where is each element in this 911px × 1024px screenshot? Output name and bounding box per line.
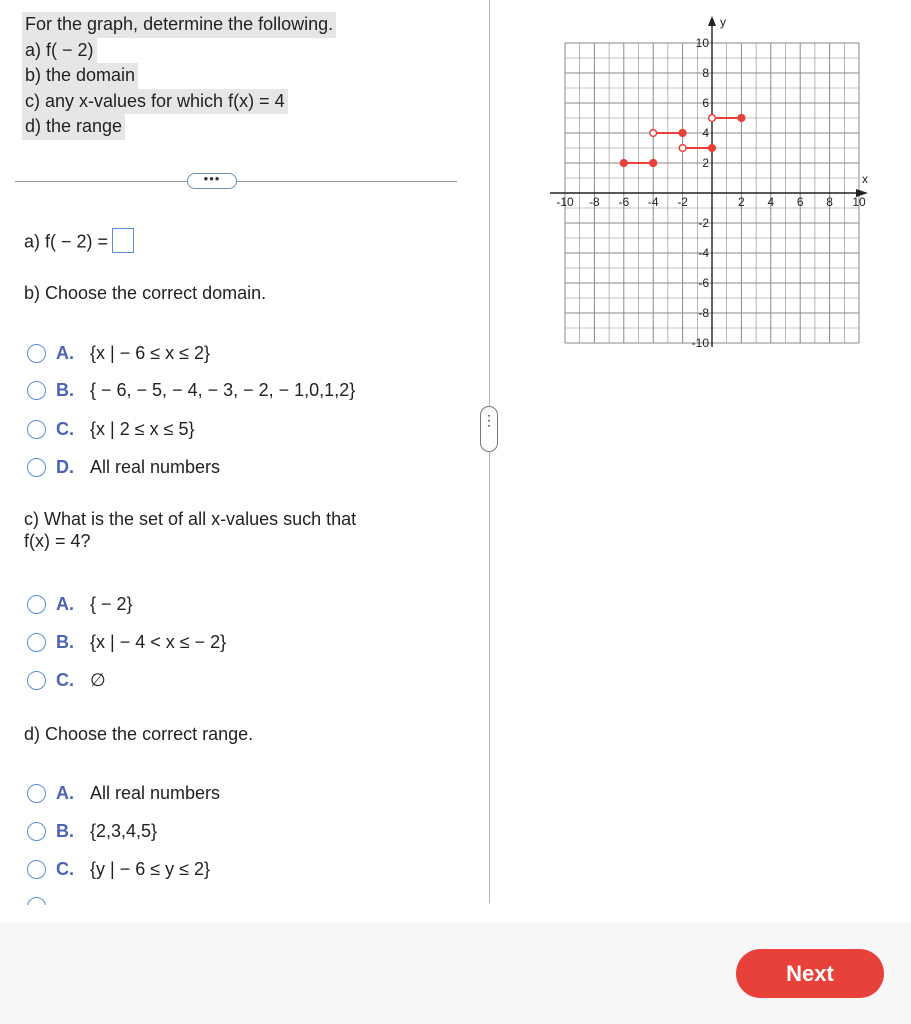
part-b-question: b) Choose the correct domain.: [24, 283, 267, 303]
part-b-option-a[interactable]: [27, 341, 210, 365]
part-d-option-d-partial[interactable]: [27, 894, 56, 905]
y-tick-label: -6: [698, 276, 709, 290]
option-text: { − 6, − 5, − 4, − 3, − 2, − 1,0,1,2}: [90, 380, 356, 400]
step-function-graph: [550, 14, 870, 350]
prompt-line: For the graph, determine the following.: [22, 12, 336, 38]
y-tick-label: 6: [702, 96, 709, 110]
y-tick-label: 8: [702, 66, 709, 80]
part-d-option-b[interactable]: [27, 819, 157, 843]
part-b-option-c[interactable]: [27, 417, 194, 441]
x-tick-label: 4: [767, 195, 775, 209]
part-b-option-b[interactable]: [27, 378, 355, 402]
radio-button[interactable]: [27, 344, 46, 363]
radio-button[interactable]: [27, 633, 46, 652]
y-tick-label: -4: [698, 246, 709, 260]
open-endpoint: [679, 145, 686, 152]
question-panel: [0, 0, 470, 905]
prompt-line: b) the domain: [22, 63, 138, 89]
option-text: { − 2}: [90, 594, 133, 614]
radio-button[interactable]: [27, 860, 46, 879]
part-d-question: d) Choose the correct range.: [24, 724, 254, 744]
x-tick-label: -8: [589, 195, 600, 209]
option-letter: C.: [56, 670, 74, 690]
option-letter: A.: [56, 594, 74, 614]
option-text: All real numbers: [90, 457, 221, 477]
y-tick-label: 2: [702, 156, 709, 170]
part-c-option-a[interactable]: [27, 592, 133, 616]
prompt-line: a) f( − 2): [22, 38, 97, 64]
x-tick-label: 2: [738, 195, 745, 209]
x-tick-label: -4: [647, 195, 659, 209]
radio-button[interactable]: [27, 784, 46, 803]
option-letter: B.: [56, 821, 74, 841]
closed-endpoint: [709, 145, 716, 152]
option-letter: A.: [56, 343, 74, 363]
x-tick-label: 10: [852, 195, 866, 209]
option-letter: A.: [56, 783, 74, 803]
y-axis-arrow: [708, 16, 716, 26]
y-tick-label: -10: [691, 336, 709, 350]
option-text: {y | − 6 ≤ y ≤ 2}: [90, 859, 210, 879]
radio-button[interactable]: [27, 420, 46, 439]
closed-endpoint: [620, 160, 627, 167]
y-axis-label: y: [720, 15, 726, 29]
x-tick-label: 6: [796, 195, 804, 209]
part-a-answer-input[interactable]: [112, 228, 134, 253]
part-d-option-a[interactable]: [27, 781, 220, 805]
part-c-option-c[interactable]: [27, 668, 106, 692]
problem-prompt: [24, 12, 336, 140]
x-tick-label: -10: [556, 195, 574, 209]
open-endpoint: [650, 130, 657, 137]
part-c-question-line: f(x) = 4?: [24, 531, 91, 551]
x-axis-label: x: [862, 172, 868, 186]
part-b-option-d[interactable]: [27, 455, 220, 479]
option-text: ∅: [90, 670, 106, 690]
closed-endpoint: [738, 115, 745, 122]
splitter-handle[interactable]: ⋮: [480, 406, 498, 452]
option-text: {x | − 6 ≤ x ≤ 2}: [90, 343, 210, 363]
radio-button[interactable]: [27, 671, 46, 690]
option-text: {2,3,4,5}: [90, 821, 158, 841]
y-tick-label: -8: [698, 306, 709, 320]
part-a-label: a) f( − 2) =: [24, 231, 109, 252]
radio-button[interactable]: [27, 822, 46, 841]
option-letter: D.: [56, 457, 74, 477]
part-c-question-line: c) What is the set of all x-values such that: [24, 509, 357, 529]
x-tick-label: 8: [826, 195, 833, 209]
y-tick-label: 4: [702, 126, 709, 140]
option-letter: B.: [56, 380, 74, 400]
part-c-question: [24, 508, 356, 552]
option-text: {x | − 4 < x ≤ − 2}: [90, 632, 227, 652]
more-options-button[interactable]: •••: [187, 173, 237, 189]
part-d-option-c[interactable]: [27, 857, 210, 881]
y-tick-label: 10: [695, 36, 709, 50]
option-text: All real numbers: [90, 783, 221, 803]
radio-button[interactable]: [27, 897, 46, 906]
radio-button[interactable]: [27, 458, 46, 477]
radio-button[interactable]: [27, 595, 46, 614]
closed-endpoint: [650, 160, 657, 167]
next-button[interactable]: Next: [736, 949, 884, 998]
radio-button[interactable]: [27, 381, 46, 400]
open-endpoint: [709, 115, 716, 122]
option-letter: B.: [56, 632, 74, 652]
y-tick-label: -2: [698, 216, 709, 230]
prompt-line: d) the range: [22, 114, 125, 140]
option-letter: C.: [56, 859, 74, 879]
x-tick-label: -2: [677, 195, 688, 209]
part-a-question: [24, 230, 134, 255]
prompt-line: c) any x-values for which f(x) = 4: [22, 89, 288, 115]
part-c-option-b[interactable]: [27, 630, 226, 654]
option-text: {x | 2 ≤ x ≤ 5}: [90, 419, 195, 439]
closed-endpoint: [679, 130, 686, 137]
option-letter: C.: [56, 419, 74, 439]
x-tick-label: -6: [618, 195, 630, 209]
